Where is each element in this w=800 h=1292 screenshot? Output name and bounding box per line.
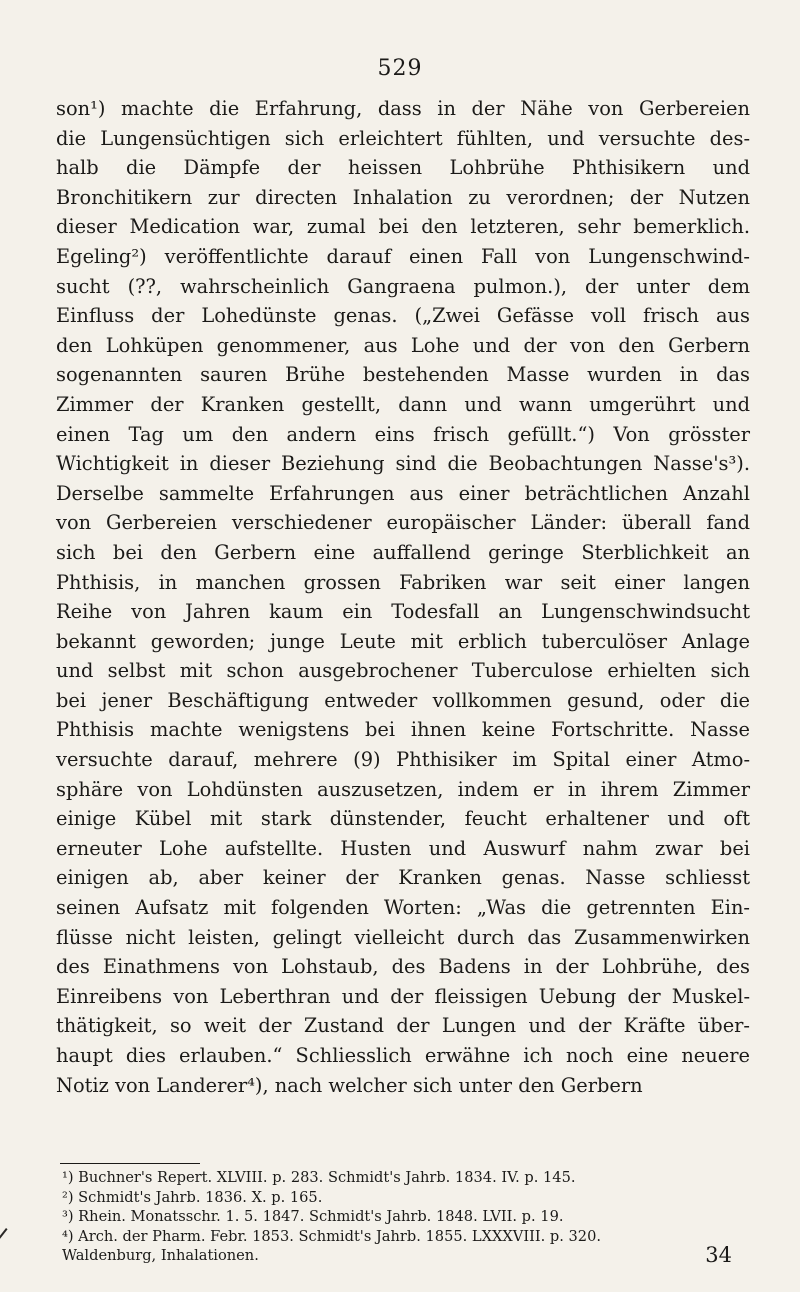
text-line: Notiz von Landerer⁴), nach welcher sich unter den Gerbern bbox=[56, 1073, 643, 1097]
text-line: seinen Aufsatz mit folgenden Worten: „Was die getrennten Ein- bbox=[56, 896, 750, 920]
text-line: dieser Medication war, zumal bei den letzteren, sehr bemerklich. bbox=[56, 215, 750, 239]
text-line: son¹) machte die Erfahrung, dass in der Nähe von Gerbereien bbox=[56, 97, 750, 120]
footnote: ⁴) Arch. der Pharm. Febr. 1853. Schmidt's Jahrb. 1855. LXXXVIII. p. 320. bbox=[62, 1227, 601, 1245]
text-line: und selbst mit schon ausgebrochener Tuberculose erhielten sich bbox=[56, 659, 750, 683]
text-line: Einreibens von Leberthran und der fleissigen Uebung der Muskel- bbox=[56, 984, 750, 1008]
text-line: Bronchitikern zur directen Inhalation zu verordnen; der Nutzen bbox=[56, 185, 750, 209]
footnote-rule bbox=[60, 1163, 200, 1164]
text-line: flüsse nicht leisten, gelingt vielleicht durch das Zusammenwirken bbox=[56, 925, 750, 949]
text-line: die Lungensüchtigen sich erleichtert fühlten, und versuchte des- bbox=[56, 126, 750, 150]
text-line: Phthisis machte wenigstens bei ihnen keine Fortschritte. Nasse bbox=[56, 718, 750, 742]
text-line: sich bei den Gerbern eine auffallend geringe Sterblichkeit an bbox=[56, 540, 750, 564]
text-line: halb die Dämpfe der heissen Lohbrühe Phthisikern und bbox=[56, 156, 750, 180]
text-line: Egeling²) veröffentlichte darauf einen Fall von Lungenschwind- bbox=[56, 244, 750, 268]
signature-text: Waldenburg, Inhalationen. bbox=[62, 1247, 259, 1265]
text-line: einigen ab, aber keiner der Kranken genas. Nasse schliesst bbox=[56, 866, 750, 890]
text-line: den Lohküpen genommener, aus Lohe und der von den Gerbern bbox=[56, 333, 750, 357]
text-line: haupt dies erlauben.“ Schliesslich erwähne ich noch eine neuere bbox=[56, 1044, 750, 1067]
text-line: Reihe von Jahren kaum ein Todesfall an Lungenschwindsucht bbox=[56, 600, 750, 624]
text-line: bei jener Beschäftigung entweder vollkommen gesund, oder die bbox=[56, 688, 750, 712]
page-number: 529 bbox=[377, 56, 423, 81]
footnote: ²) Schmidt's Jahrb. 1836. X. p. 165. bbox=[62, 1188, 323, 1206]
text-line: einige Kübel mit stark dünstender, feucht erhaltener und oft bbox=[56, 807, 750, 831]
text-line: Wichtigkeit in dieser Beziehung sind die Beobachtungen Nasse's³). bbox=[56, 452, 750, 476]
text-line: sucht (??, wahrscheinlich Gangraena pulmon.), der unter dem bbox=[56, 274, 750, 298]
body-text bbox=[56, 94, 750, 1100]
margin-pencil-mark bbox=[0, 1228, 8, 1278]
signature-line bbox=[62, 1243, 752, 1268]
text-line: von Gerbereien verschiedener europäischer Länder: überall fand bbox=[56, 511, 750, 535]
text-line: des Einathmens von Lohstaub, des Badens in der Lohbrühe, des bbox=[56, 955, 750, 979]
text-line: bekannt geworden; junge Leute mit erblich tuberculöser Anlage bbox=[56, 629, 750, 653]
text-line: Phthisis, in manchen grossen Fabriken war seit einer langen bbox=[56, 570, 750, 594]
footnotes bbox=[62, 1168, 752, 1266]
footnote: ¹) Buchner's Repert. XLVIII. p. 283. Schmidt's Jahrb. 1834. IV. p. 145. bbox=[62, 1169, 576, 1186]
text-line: sphäre von Lohdünsten auszusetzen, indem er in ihrem Zimmer bbox=[56, 777, 750, 801]
text-line: versuchte darauf, mehrere (9) Phthisiker im Spital einer Atmo- bbox=[56, 748, 750, 772]
text-line: Einfluss der Lohedünste genas. („Zwei Gefässe voll frisch aus bbox=[56, 304, 750, 328]
text-line: thätigkeit, so weit der Zustand der Lungen und der Kräfte über- bbox=[56, 1014, 750, 1038]
text-line: sogenannten sauren Brühe bestehenden Masse wurden in das bbox=[56, 363, 750, 387]
text-line: Derselbe sammelte Erfahrungen aus einer beträchtlichen Anzahl bbox=[56, 481, 750, 505]
text-line: erneuter Lohe aufstellte. Husten und Auswurf nahm zwar bei bbox=[56, 836, 750, 860]
text-line: Zimmer der Kranken gestellt, dann und wann umgerührt und bbox=[56, 392, 750, 416]
text-line: einen Tag um den andern eins frisch gefüllt.“) Von grösster bbox=[56, 422, 750, 446]
footnote: ³) Rhein. Monatsschr. 1. 5. 1847. Schmidt's Jahrb. 1848. LVII. p. 19. bbox=[62, 1208, 564, 1226]
signature-number: 34 bbox=[705, 1243, 732, 1268]
